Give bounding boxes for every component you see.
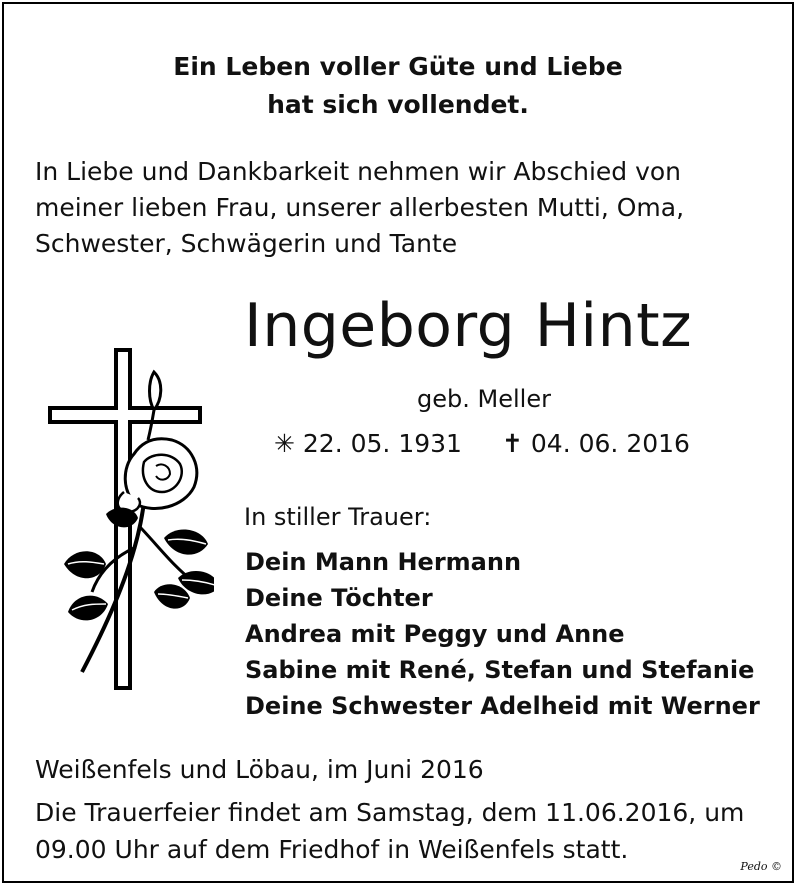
cross-with-rose-icon — [44, 342, 214, 692]
funeral-info — [35, 794, 775, 868]
place-and-date: Weißenfels und Löbau, im Juni 2016 — [35, 755, 484, 784]
intro-text — [35, 154, 775, 262]
mourner-name: Deine Schwester Adelheid mit Werner — [245, 692, 760, 720]
mourner-name: Sabine mit René, Stefan und Stefanie — [245, 656, 755, 684]
birth-star-icon: ✳ — [274, 429, 295, 458]
deceased-name: Ingeborg Hintz — [244, 291, 693, 361]
obituary-notice — [2, 2, 794, 883]
mourning-intro: In stiller Trauer: — [244, 503, 432, 531]
mourners-list — [245, 544, 785, 724]
death-cross-icon: ✝ — [502, 429, 523, 458]
designer-credit: Pedo © — [740, 860, 782, 873]
mourner-name: Andrea mit Peggy und Anne — [245, 620, 625, 648]
intro-line: Schwester, Schwägerin und Tante — [35, 229, 458, 258]
funeral-line: Die Trauerfeier findet am Samstag, dem 11.06.2016, um — [35, 798, 745, 827]
headline-line-1: Ein Leben voller Güte und Liebe — [173, 52, 623, 81]
mourner-name: Dein Mann Hermann — [245, 548, 522, 576]
intro-line: meiner lieben Frau, unserer allerbesten Mutti, Oma, — [35, 193, 685, 222]
funeral-line: 09.00 Uhr auf dem Friedhof in Weißenfels statt. — [35, 835, 629, 864]
death-date-group — [502, 426, 690, 462]
headline-line-2: hat sich vollendet. — [267, 90, 529, 119]
intro-line: In Liebe und Dankbarkeit nehmen wir Abschied von — [35, 157, 682, 186]
birth-date-group — [274, 426, 462, 462]
birth-name: geb. Meller — [417, 385, 551, 413]
mourner-name: Deine Töchter — [245, 584, 433, 612]
birth-date: 22. 05. 1931 — [302, 429, 462, 458]
death-date: 04. 06. 2016 — [530, 429, 690, 458]
